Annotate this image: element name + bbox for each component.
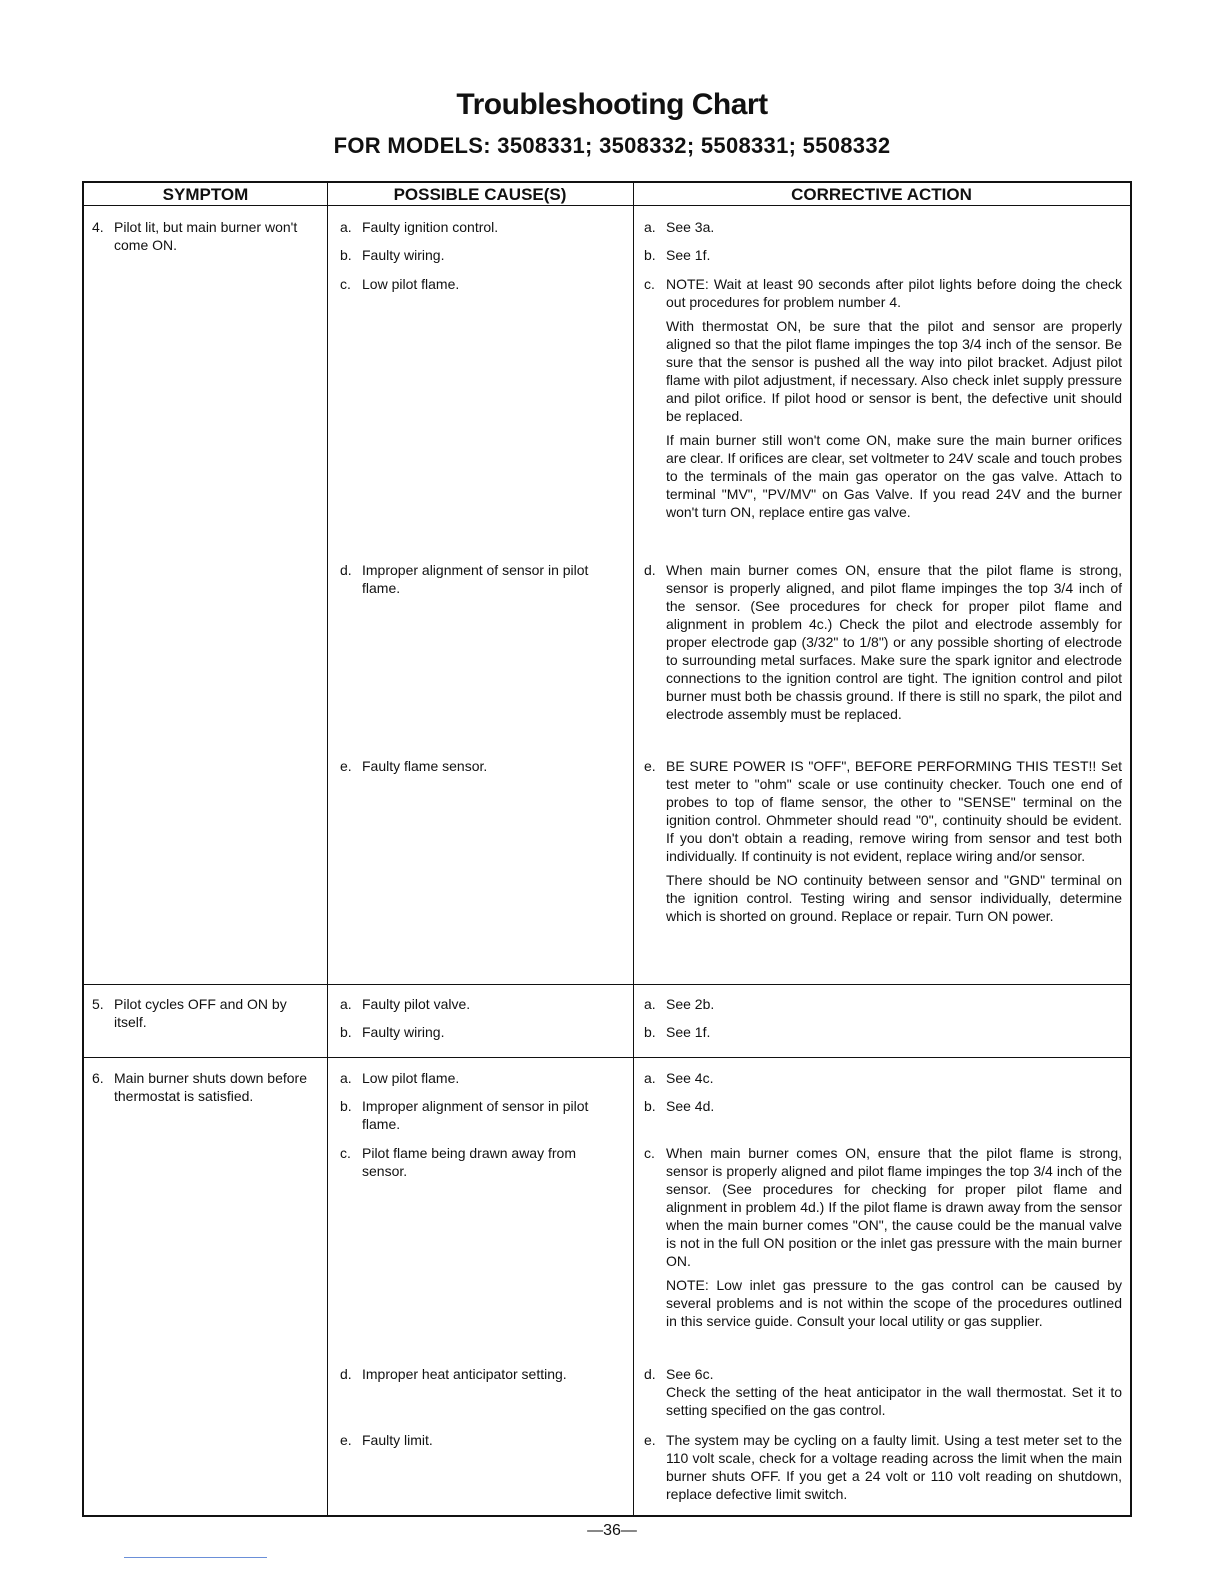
page-subtitle: FOR MODELS: 3508331; 3508332; 5508331; 5508332 [333, 133, 891, 158]
cause-item [340, 275, 608, 293]
symptom-number: 4. [92, 219, 104, 235]
symptom-cell [92, 218, 307, 254]
action-text: See 4c. [666, 1070, 714, 1086]
cause-text: Faulty limit. [362, 1432, 433, 1448]
action-label: e. [644, 758, 656, 774]
action-text: When main burner comes ON, ensure that the pilot flame is strong, sensor is properly aligned, and pilot flame impinges the top 3/4 inch of the sensor. (See procedures for check for proper pilot flame and alignment in problem 4c.) Check the pilot and electrode assembly for proper electrode gap (3/32" to 1/8") or any possible shorting of electrode to surrounding metal surfaces. Make sure the spark ignitor and electrode connections to the ignition control are tight. The ignition control and pilot burner must both be chassis ground. If there is still no spark, the pilot and electrode assembly must be replaced. [666, 562, 1122, 722]
cause-label: c. [340, 276, 351, 292]
cause-label: c. [340, 1145, 351, 1161]
cause-text: Faulty pilot valve. [362, 996, 471, 1012]
row-divider [84, 1057, 1130, 1058]
action-item [644, 995, 1122, 1013]
symptom-text: Pilot cycles OFF and ON by itself. [114, 996, 287, 1030]
troubleshooting-table [82, 181, 1132, 1517]
cause-item [340, 1097, 608, 1133]
action-text: See 6c. [666, 1366, 714, 1382]
cause-item [340, 1144, 608, 1180]
symptom-number: 5. [92, 996, 104, 1012]
cause-label: e. [340, 1432, 352, 1448]
action-label: b. [644, 1098, 656, 1114]
action-label: a. [644, 219, 656, 235]
action-text: See 2b. [666, 996, 715, 1012]
action-item [644, 1365, 1122, 1419]
column-divider [633, 183, 634, 1515]
cause-label: d. [340, 1366, 352, 1382]
cause-text: Faulty flame sensor. [362, 758, 488, 774]
symptom-item [92, 218, 307, 254]
page-number: —36— [587, 1522, 637, 1539]
cause-text: Improper alignment of sensor in pilot flame. [362, 562, 589, 596]
action-item [644, 757, 1122, 925]
cause-label: e. [340, 758, 352, 774]
decorative-rule [124, 1557, 267, 1558]
header-divider [84, 205, 1130, 206]
cause-label: b. [340, 247, 352, 263]
action-text: BE SURE POWER IS "OFF", BEFORE PERFORMING THIS TEST!! Set test meter to "ohm" scale or use continuity checker. Touch one end of probes to top of flame sensor, the other to "SENSE" terminal on the ignition control. Ohmmeter should read "0", continuity should be evident. If you don't obtain a reading, remove wiring from sensor and test both individually. If continuity is not evident, replace wiring and/or sensor. [666, 758, 1122, 864]
action-label: b. [644, 1024, 656, 1040]
action-text: There should be NO continuity between sensor and "GND" terminal on the ignition control. Testing wiring and sensor individually, determine which is shorted on ground. Replace or repair. Turn ON power. [666, 872, 1122, 924]
cause-item [340, 1365, 608, 1383]
action-item [644, 1069, 1122, 1087]
header-possible-causes: POSSIBLE CAUSE(S) [393, 185, 567, 204]
action-item [644, 1144, 1122, 1330]
action-label: a. [644, 1070, 656, 1086]
column-divider [327, 183, 328, 1515]
action-item [644, 218, 1122, 236]
cause-text: Improper alignment of sensor in pilot flame. [362, 1098, 589, 1132]
action-label: d. [644, 562, 656, 578]
header-corrective-action: CORRECTIVE ACTION [791, 185, 972, 204]
cause-label: a. [340, 1070, 352, 1086]
cause-label: b. [340, 1024, 352, 1040]
cause-item [340, 757, 608, 775]
action-text: See 4d. [666, 1098, 715, 1114]
symptom-number: 6. [92, 1070, 104, 1086]
cause-text: Low pilot flame. [362, 276, 460, 292]
action-item [644, 1431, 1122, 1503]
cause-label: a. [340, 996, 352, 1012]
cause-text: Pilot flame being drawn away from sensor. [362, 1145, 576, 1179]
cause-item [340, 561, 608, 597]
cause-item [340, 218, 608, 236]
action-text: See 3a. [666, 219, 715, 235]
cause-label: d. [340, 562, 352, 578]
cause-item [340, 246, 608, 264]
cause-item [340, 1069, 608, 1087]
action-item [644, 275, 1122, 521]
action-label: e. [644, 1432, 656, 1448]
symptom-text: Pilot lit, but main burner won't come ON. [114, 219, 298, 253]
row-divider [84, 984, 1130, 985]
action-text: See 1f. [666, 1024, 711, 1040]
cause-text: Improper heat anticipator setting. [362, 1366, 567, 1382]
symptom-text: Main burner shuts down before thermostat is satisfied. [114, 1070, 307, 1104]
cause-text: Faulty wiring. [362, 247, 445, 263]
action-label: a. [644, 996, 656, 1012]
page-title: Troubleshooting Chart [456, 88, 768, 121]
action-item [644, 561, 1122, 723]
cause-item [340, 995, 608, 1013]
action-label: d. [644, 1366, 656, 1382]
action-item [644, 246, 1122, 264]
symptom-cell [92, 995, 307, 1031]
cause-text: Faulty ignition control. [362, 219, 499, 235]
cause-item [340, 1431, 608, 1449]
action-item [644, 1097, 1122, 1115]
action-text: NOTE: Wait at least 90 seconds after pilot lights before doing the check out procedures for problem number 4. [666, 276, 1122, 310]
action-label: c. [644, 276, 655, 292]
action-label: b. [644, 247, 656, 263]
action-text: When main burner comes ON, ensure that the pilot flame is strong, sensor is properly aligned and pilot flame impinges the top 3/4 inch of the sensor. (See procedures for checking for proper pilot flame and alignment in problem 4d.) If the pilot flame is drawn away from the sensor when the main burner comes "ON", the cause could be the manual valve is not in the full ON position or the inlet gas pressure with the main burner ON. [666, 1145, 1122, 1269]
action-text: With thermostat ON, be sure that the pilot and sensor are properly aligned so that the pilot flame impinges the top 3/4 inch of the sensor. Be sure that the sensor is pushed all the way into pilot bracket. Adjust pilot flame with pilot adjustment, if necessary. Also check inlet supply pressure and pilot orifice. If pilot hood or sensor is bent, the defective unit should be replaced. [666, 318, 1122, 424]
cause-label: a. [340, 219, 352, 235]
cause-item [340, 1023, 608, 1041]
action-text: See 1f. [666, 247, 711, 263]
header-symptom: SYMPTOM [162, 185, 249, 204]
action-item [644, 1023, 1122, 1041]
cause-label: b. [340, 1098, 352, 1114]
cause-text: Low pilot flame. [362, 1070, 460, 1086]
action-text: The system may be cycling on a faulty limit. Using a test meter set to the 110 volt scale, check for a voltage reading across the limit when the main burner shuts OFF. If you get a 24 volt or 110 volt reading on shutdown, replace defective limit switch. [666, 1432, 1122, 1502]
action-text: If main burner still won't come ON, make sure the main burner orifices are clear. If orifices are clear, set voltmeter to 24V scale and touch probes to the terminals of the main gas operator on the gas valve. Attach to terminal "MV", "PV/MV" on Gas Valve. If you read 24V and the burner won't turn ON, replace entire gas valve. [666, 432, 1123, 520]
cause-text: Faulty wiring. [362, 1024, 445, 1040]
symptom-cell [92, 1069, 307, 1105]
action-label: c. [644, 1145, 655, 1161]
action-text: Check the setting of the heat anticipator in the wall thermostat. Set it to setting specified on the gas control. [666, 1384, 1122, 1418]
action-text: NOTE: Low inlet gas pressure to the gas control can be caused by several problems and is not within the scope of the procedures outlined in this service guide. Consult your local utility or gas supplier. [666, 1277, 1122, 1329]
